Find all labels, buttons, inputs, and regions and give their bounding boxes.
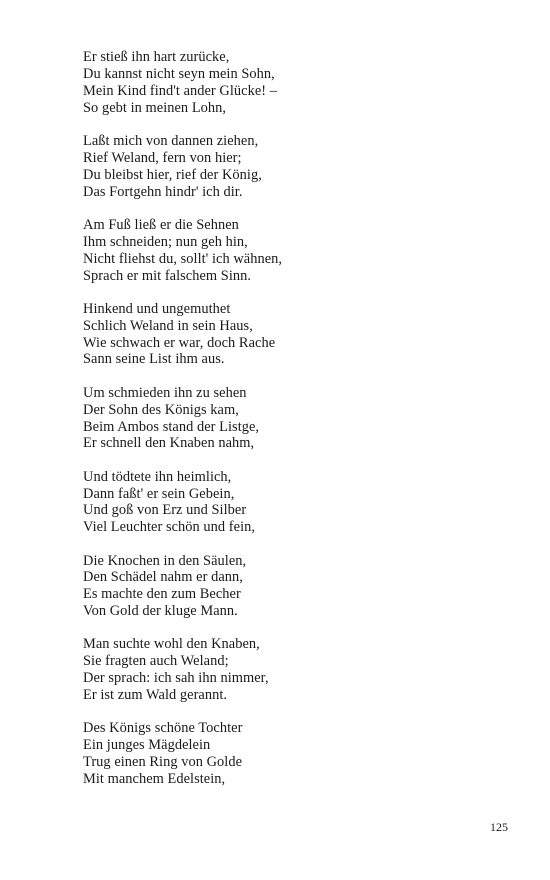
poem-line: Um schmieden ihn zu sehen bbox=[83, 384, 247, 401]
stanza bbox=[83, 636, 503, 704]
stanza bbox=[83, 217, 503, 285]
poem-line: Dann faßt' er sein Gebein, bbox=[83, 485, 235, 502]
poem-line: Beim Ambos stand der Listge, bbox=[83, 418, 260, 435]
poem-line: Er stieß ihn hart zurücke, bbox=[83, 49, 230, 65]
poem-line: Hinkend und ungemuthet bbox=[83, 300, 231, 317]
poem-line: Schlich Weland in sein Haus, bbox=[83, 317, 253, 334]
poem-line: Mein Kind find't ander Glücke! – bbox=[83, 82, 278, 99]
stanza bbox=[83, 385, 503, 453]
poem-line: Trug einen Ring von Golde bbox=[83, 754, 243, 771]
poem-line: Mit manchem Edelstein, bbox=[83, 771, 226, 788]
poem-line: Er schnell den Knaben nahm, bbox=[83, 435, 255, 452]
poem-line: Die Knochen in den Säulen, bbox=[83, 552, 247, 569]
page-number: 125 bbox=[490, 820, 508, 834]
poem-line: Ihm schneiden; nun geh hin, bbox=[83, 233, 248, 250]
poem-line: So gebt in meinen Lohn, bbox=[83, 99, 227, 116]
poem-line: Der Sohn des Königs kam, bbox=[83, 401, 239, 418]
poem-line: Wie schwach er war, doch Rache bbox=[83, 334, 276, 351]
poem-line: Du kannst nicht seyn mein Sohn, bbox=[83, 65, 275, 82]
poem-line: Man suchte wohl den Knaben, bbox=[83, 636, 260, 653]
stanza bbox=[83, 301, 503, 369]
poem-line: Den Schädel nahm er dann, bbox=[83, 569, 243, 586]
poem-line: Sie fragten auch Weland; bbox=[83, 653, 229, 670]
stanza bbox=[83, 720, 503, 788]
stanza bbox=[83, 49, 503, 117]
stanza bbox=[83, 133, 503, 201]
poem-line: Von Gold der kluge Mann. bbox=[83, 603, 238, 620]
poem-line: Du bleibst hier, rief der König, bbox=[83, 166, 262, 183]
poem-line: Nicht fliehst du, sollt' ich wähnen, bbox=[83, 250, 283, 267]
poem-line: Es machte den zum Becher bbox=[83, 586, 241, 603]
poem-line: Er ist zum Wald gerannt. bbox=[83, 687, 228, 704]
poem-line: Laßt mich von dannen ziehen, bbox=[83, 132, 259, 149]
poem-line: Und goß von Erz und Silber bbox=[83, 502, 247, 519]
poem-line: Viel Leuchter schön und fein, bbox=[83, 519, 256, 536]
stanza bbox=[83, 553, 503, 621]
poem-line: Und tödtete ihn heimlich, bbox=[83, 468, 232, 485]
poem-line: Rief Weland, fern von hier; bbox=[83, 149, 242, 166]
poem-line: Sprach er mit falschem Sinn. bbox=[83, 267, 252, 284]
poem-line: Der sprach: ich sah ihn nimmer, bbox=[83, 670, 269, 687]
poem-body bbox=[83, 49, 503, 804]
poem-line: Ein junges Mägdelein bbox=[83, 737, 211, 754]
poem-line: Am Fuß ließ er die Sehnen bbox=[83, 216, 239, 233]
poem-line: Das Fortgehn hindr' ich dir. bbox=[83, 183, 243, 200]
poem-line: Des Königs schöne Tochter bbox=[83, 720, 243, 737]
poem-line: Sann seine List ihm aus. bbox=[83, 351, 225, 368]
stanza bbox=[83, 469, 503, 537]
